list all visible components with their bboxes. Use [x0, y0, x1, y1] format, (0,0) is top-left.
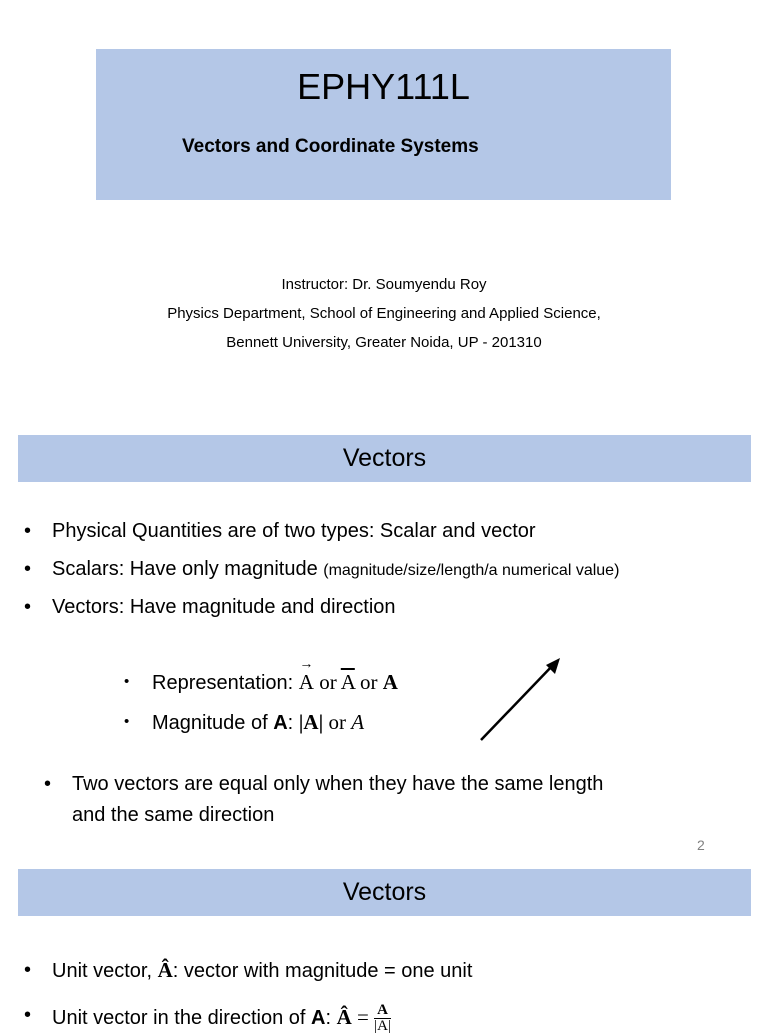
unit-direction-label: Unit vector in the direction of: [52, 1006, 312, 1029]
page-number: 2: [697, 837, 705, 853]
bullet-text: Vectors: Have magnitude and direction: [52, 596, 396, 618]
or-word: or: [323, 710, 352, 734]
bullet-marker: •: [24, 520, 32, 542]
course-code-title: EPHY111L: [297, 66, 470, 107]
bullet-marker: •: [24, 1004, 32, 1026]
bullet-marker: •: [124, 713, 130, 730]
unit-hat-symbol: Â: [336, 1004, 352, 1029]
sub-bullet-text: Magnitude of A: |A| or A: [152, 710, 365, 734]
title-banner: [96, 49, 671, 200]
vector-bar-notation: $\overline{A}$: [340, 670, 355, 694]
vector-bold-notation: A: [382, 670, 398, 694]
unit-vector-symbol: Â: [157, 958, 173, 982]
slide-subtitle: Vectors and Coordinate Systems: [182, 136, 479, 157]
bullet-marker: •: [124, 673, 130, 690]
or-word: or: [354, 670, 383, 694]
unit-vector-fraction: [374, 1003, 391, 1034]
section-header-vectors: Vectors: [18, 869, 751, 916]
bullet-marker: •: [24, 959, 32, 981]
bullet-text: [52, 958, 472, 983]
magnitude-symbol: A: [273, 712, 288, 734]
bullet-continuation: and the same direction: [72, 804, 275, 826]
unit-vector-label: Unit vector,: [52, 960, 158, 982]
bullet-text: Physical Quantities are of two types: Scalar and vector: [52, 520, 536, 542]
bullet-main-text: Scalars: Have only magnitude: [52, 558, 324, 580]
equals-sign: =: [351, 1004, 375, 1029]
unit-direction-symbol: A: [311, 1006, 326, 1029]
university-line: Bennett University, Greater Noida, UP - 201310: [226, 334, 542, 351]
fraction-denominator: |A|: [374, 1018, 391, 1034]
or-word: or: [313, 670, 341, 694]
section-header-vectors: Vectors: [18, 435, 751, 482]
arrow-accent-icon: →: [299, 657, 314, 672]
magnitude-label: Magnitude of: [152, 712, 274, 734]
bullet-text: Unit vector in the direction of A: Â = $\frac{A}{|A|}$: [52, 1002, 391, 1034]
bullet-marker: •: [24, 596, 32, 618]
sub-bullet-text: [152, 657, 398, 695]
bullet-marker: •: [44, 773, 52, 795]
magnitude-italic-notation: A: [351, 710, 365, 734]
instructor-line: Instructor: Dr. Soumyendu Roy: [281, 276, 487, 293]
arrow-shaft: [481, 664, 554, 740]
representation-label: Representation:: [152, 672, 299, 694]
bullet-text: Two vectors are equal only when they have the same length: [72, 773, 604, 795]
fraction-numerator: A: [374, 1003, 391, 1019]
bullet-marker: •: [24, 558, 32, 580]
vector-arrow-notation: → A: [298, 657, 314, 694]
magnitude-abs-notation: |A|: [298, 710, 324, 734]
bullet-text: [52, 557, 619, 583]
vector-arrow-diagram: [470, 650, 570, 750]
department-line: Physics Department, School of Engineering and Applied Science,: [167, 305, 601, 322]
bullet-note: (magnitude/size/length/a numerical value): [323, 562, 620, 579]
instructor-info: [0, 270, 768, 357]
unit-vector-description: : vector with magnitude = one unit: [172, 960, 473, 982]
